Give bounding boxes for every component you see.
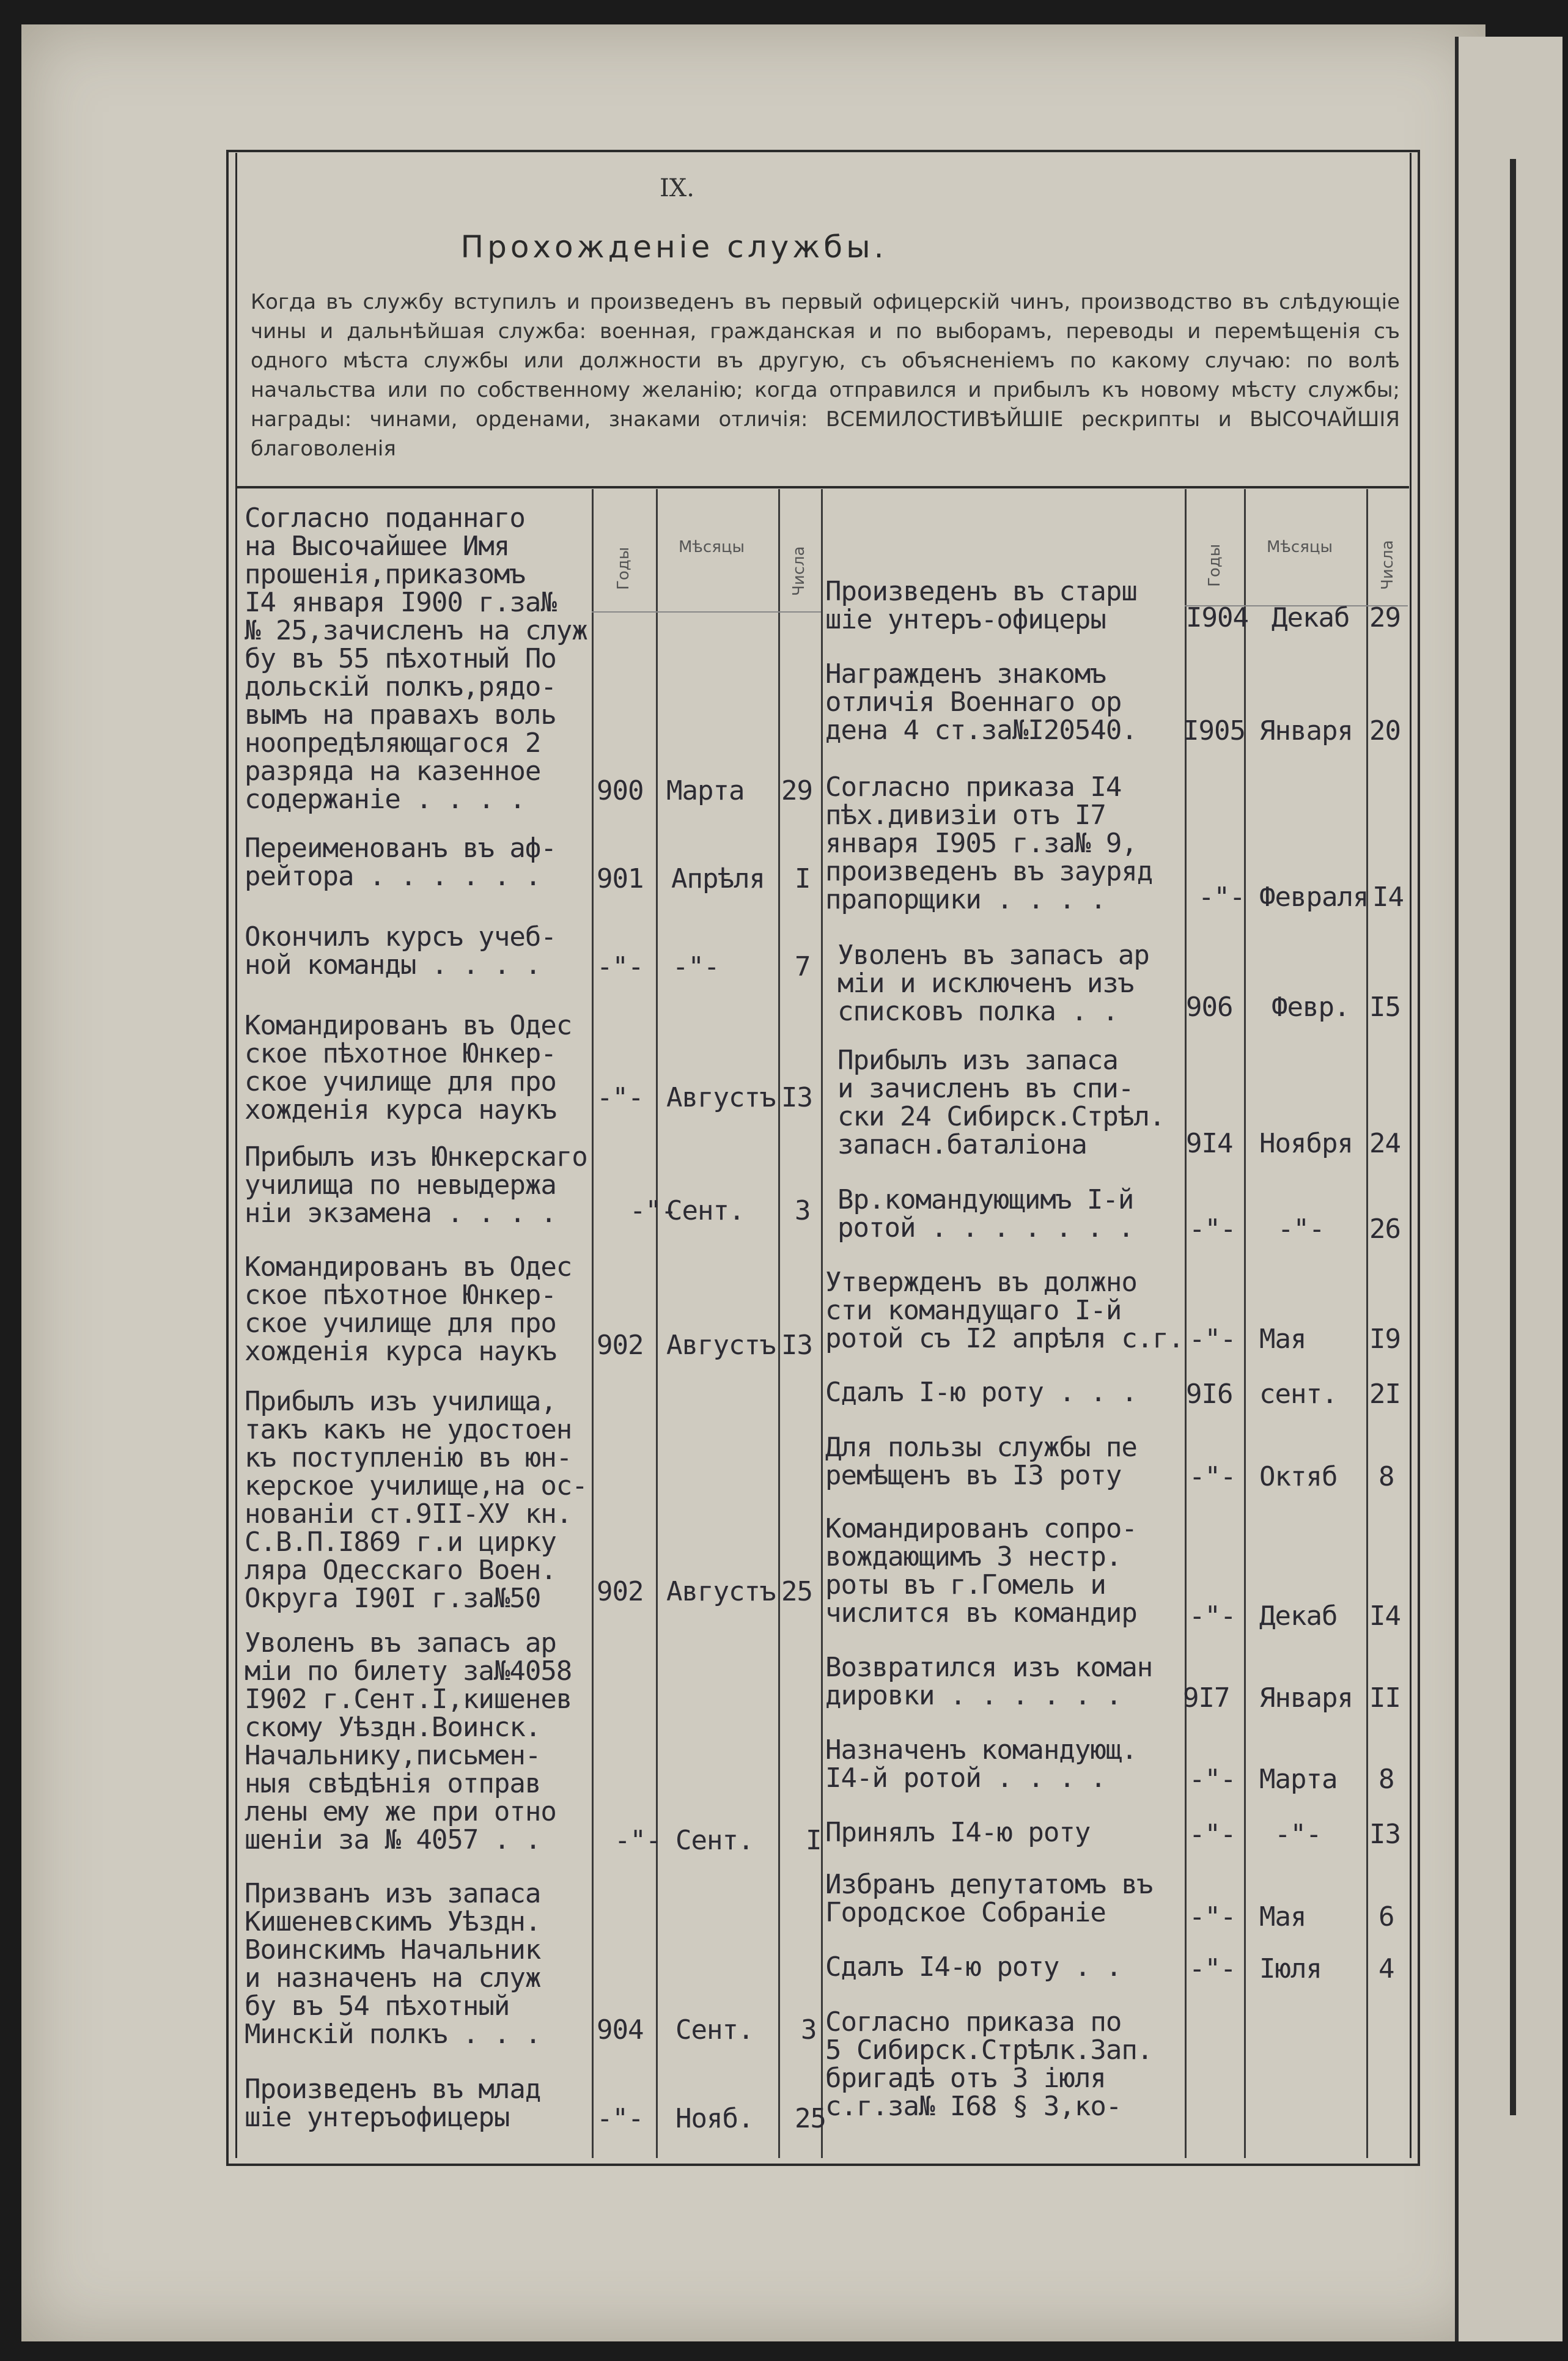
right-entry-year: -"- [1189,1600,1236,1632]
header-days-left: Числа [790,546,808,596]
left-entry-text: Уволенъ въ запасъ ар міи по билету за№4058 I902 г.Сент.I,кишенев скому Уѣздн.Воинск. Начальнику,письмен- ныя свѣдѣнія отправ лены ему же при отно шеніи за № 4057 . . [245,1627,572,1855]
header-months-left: Мѣсяцы [679,538,745,556]
right-entry-month: Февраля [1259,882,1369,913]
right-entry-year: 9I7 [1183,1682,1230,1714]
right-entry-text: Назначенъ командующ. I4-й ротой . . . . [825,1734,1137,1794]
right-entry-text: Для пользы службы пе ремѣщенъ въ I3 роту [825,1432,1137,1491]
right-entry-text: Утвержденъ въ должно сти командущаго I-й ротой съ I2 апрѣля с.г. [825,1267,1184,1354]
right-entry-text: Уволенъ въ запасъ ар міи и исключенъ изъ списковъ полка . . [837,940,1149,1027]
left-entry-day: I [795,863,811,894]
right-entry-day: 26 [1369,1214,1401,1245]
right-entry-year: -"- [1198,882,1245,913]
page-number: IX. [660,174,694,202]
left-entry-day: 25 [781,1576,812,1607]
left-entry-year: 904 [597,2014,644,2046]
right-entry-text: Награжденъ знакомъ отличія Военнаго ор дена 4 ст.за№I20540. [825,658,1137,746]
right-entry-text: Сдалъ I-ю роту . . . [825,1377,1137,1408]
left-entry-month: Марта [666,775,745,806]
right-entry-day: 6 [1378,1901,1394,1932]
right-entry-year: -"- [1189,1953,1236,1984]
left-entry-day: 29 [781,775,812,806]
right-entry-year: 906 [1186,992,1233,1023]
left-entry-month: Августъ [666,1576,776,1607]
left-entry-year: -"- [597,1082,644,1113]
right-entry-day: 8 [1378,1461,1394,1492]
right-entry-month: Октяб [1259,1461,1338,1492]
header-years-left: Годы [614,547,633,590]
right-entry-text: Прибылъ изъ запаса и зачисленъ въ спи- ски 24 Сибирск.Стрѣл. запасн.баталіона [837,1045,1165,1160]
left-entry-text: Переименованъ въ аф- рейтора . . . . . . [245,833,556,892]
intro-text: Когда въ службу вступилъ и произведенъ въ первый офицерскій чинъ, производство въ слѣдующіе чины и дальнѣйшая служба: военная, гражданская и по выборамъ, переводы и перемѣщенія съ одного мѣста службы или должности въ другую, съ объясненіемъ по какому случаю: по волѣ начальства или по собственному желанію; когда отправился и прибылъ къ новому мѣсту службы; награды: чинами, орденами, знаками отличія: ВСЕМИЛОСТИВѢЙШІЕ рескрипты и ВЫСОЧАЙШІЯ благоволенія [251,290,1400,461]
right-entry-day: I5 [1369,992,1401,1023]
right-entry-day: I9 [1369,1324,1401,1355]
right-entry-month: Мая [1259,1324,1306,1355]
left-entry-year: -"- [597,2103,644,2134]
left-entry-month: Августъ [666,1330,776,1361]
right-entry-text: Вр.командующимъ I-й ротой . . . . . . . [837,1184,1134,1243]
left-entry-day: 25 [795,2103,826,2134]
right-entry-day: I3 [1369,1819,1401,1850]
right-entry-month: Декаб [1272,602,1350,633]
left-entry-month: Сент. [666,1195,745,1226]
left-entry-day: I3 [781,1330,812,1361]
right-entry-text: Произведенъ въ старш шіе унтеръ-офицеры [825,576,1137,635]
right-entry-day: II [1369,1682,1401,1714]
header-years-right: Годы [1205,543,1224,587]
left-entry-month: Нояб. [675,2103,754,2134]
adjacent-page-rule [1510,159,1516,2115]
right-entry-month: Мая [1259,1901,1306,1932]
right-entry-day: 24 [1369,1128,1401,1159]
left-entry-day: 3 [795,1195,811,1226]
right-entry-day: I4 [1372,882,1404,913]
left-entry-year: 902 [597,1576,644,1607]
right-entry-month: сент. [1259,1379,1338,1410]
right-entry-month: -"- [1278,1214,1325,1245]
right-entry-year: I904 [1186,602,1248,633]
left-entry-day: 3 [801,2014,817,2046]
adjacent-page-edge [1455,37,1562,2341]
col-sep-left-years [592,489,594,2158]
left-entry-text: Согласно поданнаго на Высочайшее Имя прошенія,приказомъ I4 января I900 г.за№ № 25,зачисленъ на служ бу въ 55 пѣхотный По дольскій полкъ,рядо- вымъ на правахъ воль ноопредѣляющагося 2 разряда на казенное содержаніе . . . . [245,503,587,815]
page-title: Прохожденіе службы. [460,229,888,265]
left-entry-month: Апрѣля [671,863,765,894]
right-entry-text: Согласно приказа по 5 Сибирск.Стрѣлк.Зап. бригадѣ отъ 3 іюля с.г.за№ I68 § 3,ко- [825,2006,1153,2122]
right-entry-year: -"- [1189,1764,1236,1795]
right-entry-day: 4 [1378,1953,1394,1984]
left-entry-text: Призванъ изъ запаса Кишеневскимъ Уѣздн. Воинскимъ Начальник и назначенъ на служ бу въ 54 пѣхотный Минскій полкъ . . . [245,1878,541,2050]
right-entry-year: -"- [1189,1819,1236,1850]
right-entry-day: 29 [1369,602,1401,633]
right-entry-month: Марта [1259,1764,1338,1795]
right-entry-year: 9I6 [1186,1379,1233,1410]
right-entry-year: -"- [1189,1214,1236,1245]
left-entry-text: Командированъ въ Одес ское пѣхотное Юнкер- ское училище для про хожденія курса наукъ [245,1251,572,1367]
left-entry-year: -"- [597,951,644,982]
header-days-right: Числа [1378,540,1397,590]
left-entry-text: Прибылъ изъ училища, такъ какъ не удостоен къ поступленію въ юн- керское училище,на ос- нованіи ст.9II-ХУ кн. С.В.П.I869 г.и цирку ляра Одесскаго Воен. Округа I90I г.за№50 [245,1386,587,1614]
left-entry-month: Сент. [675,1825,754,1856]
right-entry-day: I4 [1369,1600,1401,1632]
col-sep-left-months [656,489,658,2158]
left-entry-text: Произведенъ въ млад шіе унтеръофицеры [245,2074,541,2133]
left-entry-year: -"- [630,1195,677,1226]
right-entry-day: 20 [1369,715,1401,746]
header-months-right: Мѣсяцы [1267,538,1333,556]
left-entry-year: -"- [614,1825,661,1856]
left-entry-year: 900 [597,775,644,806]
right-entry-month: Января [1259,1682,1353,1714]
header-rule [235,486,1409,488]
col-sep-middle [821,489,823,2158]
left-entry-day: 7 [795,951,811,982]
right-entry-text: Возвратился изъ коман дировки . . . . . . [825,1652,1153,1711]
left-entry-text: Командированъ въ Одес ское пѣхотное Юнкер- ское училище для про хожденія курса наукъ [245,1010,572,1125]
left-entry-day: I3 [781,1082,812,1113]
left-entry-month: Сент. [675,2014,754,2046]
right-entry-year: -"- [1189,1901,1236,1932]
left-entry-text: Прибылъ изъ Юнкерскаго училища по невыдержа ніи экзамена . . . . [245,1141,587,1229]
left-entry-month: -"- [672,951,720,982]
left-entry-month: Августъ [666,1082,776,1113]
right-entry-text: Согласно приказа I4 пѣх.дивизіи отъ I7 января I905 г.за№ 9, произведенъ въ зауряд прапорщики . . . . [825,772,1153,915]
right-entry-month: Ноября [1259,1128,1353,1159]
right-entry-text: Сдалъ I4-ю роту . . [825,1951,1122,1983]
right-entry-month: -"- [1275,1819,1322,1850]
right-entry-month: Декаб [1259,1600,1338,1632]
left-entry-year: 902 [597,1330,644,1361]
right-entry-month: Января [1259,715,1353,746]
left-entry-day: I [806,1825,822,1856]
right-entry-text: Принялъ I4-ю роту [825,1817,1091,1848]
left-entry-year: 901 [597,863,644,894]
right-entry-year: -"- [1189,1461,1236,1492]
left-entry-text: Окончилъ курсъ учеб- ной команды . . . . [245,921,556,981]
right-entry-month: Іюля [1259,1953,1322,1984]
col-sep-left-days [778,489,780,2158]
header-underline-left [592,611,821,613]
right-entry-text: Командированъ сопро- вождающимъ 3 нестр. роты въ г.Гомель и числится въ командир [825,1513,1137,1629]
right-entry-year: 9I4 [1186,1128,1233,1159]
right-entry-text: Избранъ депутатомъ въ Городское Собраніе [825,1869,1153,1928]
right-entry-month: Февр. [1272,992,1350,1023]
col-sep-right-days [1366,489,1368,2158]
right-entry-year: I905 [1183,715,1245,746]
right-entry-year: -"- [1189,1324,1236,1355]
right-entry-day: 8 [1378,1764,1394,1795]
right-entry-day: 2I [1369,1379,1401,1410]
